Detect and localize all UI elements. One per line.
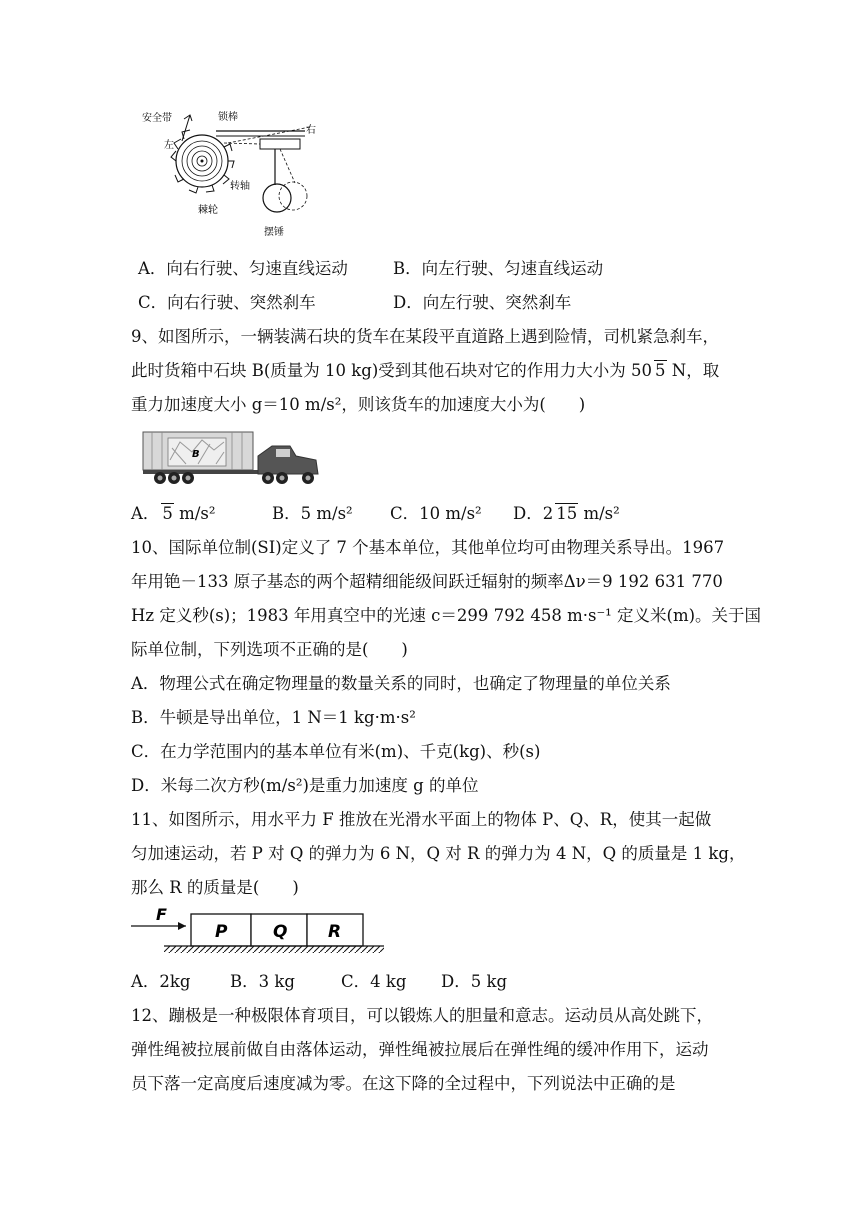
q8-option-c: C．向右行驶、突然刹车 bbox=[138, 293, 316, 312]
q8-option-a: A．向右行驶、匀速直线运动 bbox=[138, 259, 348, 278]
lockbar-label: 锁棒 bbox=[218, 112, 238, 123]
q11-line-3: 那么 R 的质量是( ) bbox=[131, 878, 299, 897]
q10-line-3: Hz 定义秒(s)；1983 年用真空中的光速 c＝299 792 458 m·s⁻¹ 定义米(m)。关于国 bbox=[131, 606, 762, 625]
q8-option-b: B．向左行驶、匀速直线运动 bbox=[393, 259, 604, 278]
q9-line-3: 重力加速度大小 g＝10 m/s²，则该货车的加速度大小为( ) bbox=[131, 395, 586, 414]
q11-option-b: B．3 kg bbox=[230, 972, 295, 991]
q10-option-b: B．牛顿是导出单位，1 N＝1 kg·m·s² bbox=[131, 708, 416, 727]
q9-option-a: A． 5 m/s² bbox=[131, 504, 216, 523]
sqrt-symbol: 15 bbox=[556, 504, 578, 523]
q9-line-1: 9、如图所示，一辆装满石块的货车在某段平直道路上遇到险情，司机紧急刹车， bbox=[131, 327, 719, 346]
ground bbox=[164, 946, 384, 953]
q10-line-4: 际单位制，下列选项不正确的是( ) bbox=[131, 640, 408, 659]
sqrt-symbol: 5 bbox=[162, 504, 173, 523]
shaft-label: 转轴 bbox=[230, 181, 250, 192]
q12-line-2: 弹性绳被拉展前做自由落体运动，弹性绳被拉展后在弹性绳的缓冲作用下，运动 bbox=[131, 1040, 709, 1059]
q10-option-d: D．米每二次方秒(m/s²)是重力加速度 g 的单位 bbox=[131, 776, 479, 795]
blocks-figure bbox=[128, 904, 388, 958]
q12-line-3: 员下落一定高度后速度减为零。在这下降的全过程中，下列说法中正确的是 bbox=[131, 1074, 676, 1093]
q10-line-1: 10、国际单位制(SI)定义了 7 个基本单位，其他单位均可由物理关系导出。1967 bbox=[131, 538, 725, 557]
sqrt-symbol: 5 bbox=[655, 361, 666, 380]
force-label: F bbox=[156, 905, 167, 924]
belt-label: 安全带 bbox=[142, 113, 172, 124]
q11-option-a: A．2kg bbox=[131, 972, 191, 991]
truck-figure bbox=[140, 430, 325, 490]
q10-option-a: A．物理公式在确定物理量的数量关系的同时，也确定了物理量的单位关系 bbox=[131, 674, 671, 693]
q11-option-c: C．4 kg bbox=[341, 972, 407, 991]
ratchet-wheel bbox=[171, 130, 234, 193]
block-p-label: P bbox=[215, 922, 228, 942]
block-r-label: R bbox=[328, 922, 342, 942]
q12-line-1: 12、蹦极是一种极限体育项目，可以锻炼人的胆量和意志。运动员从高处跳下， bbox=[131, 1006, 713, 1025]
q11-line-2: 匀加速运动，若 P 对 Q 的弹力为 6 N，Q 对 R 的弹力为 4 N，Q 的质量是 1 kg， bbox=[131, 844, 746, 863]
q10-option-c: C．在力学范围内的基本单位有米(m)、千克(kg)、秒(s) bbox=[131, 742, 541, 761]
left-label: 左 bbox=[164, 140, 174, 151]
q9-line-2: 此时货箱中石块 B(质量为 10 kg)受到其他石块对它的作用力大小为 50 5 N，取 bbox=[131, 361, 720, 380]
q10-line-2: 年用铯－133 原子基态的两个超精细能级间跃迁辐射的频率Δν＝9 192 631 770 bbox=[131, 572, 723, 591]
seatbelt-mechanism-figure bbox=[140, 103, 340, 243]
stone-b-label: B bbox=[192, 449, 200, 460]
q9-option-d: D．2 15 m/s² bbox=[513, 504, 620, 523]
q11-option-d: D．5 kg bbox=[441, 972, 508, 991]
q11-line-1: 11、如图所示，用水平力 F 推放在光滑水平面上的物体 P、Q、R，使其一起做 bbox=[131, 810, 712, 829]
q8-option-d: D．向左行驶、突然刹车 bbox=[393, 293, 572, 312]
q9-option-b: B．5 m/s² bbox=[272, 504, 353, 523]
ratchet-label: 棘轮 bbox=[198, 205, 218, 216]
q9-option-c: C．10 m/s² bbox=[390, 504, 482, 523]
right-label: 右 bbox=[306, 125, 316, 136]
block-q-label: Q bbox=[273, 922, 288, 942]
pendulum-label: 摆锤 bbox=[264, 227, 284, 238]
